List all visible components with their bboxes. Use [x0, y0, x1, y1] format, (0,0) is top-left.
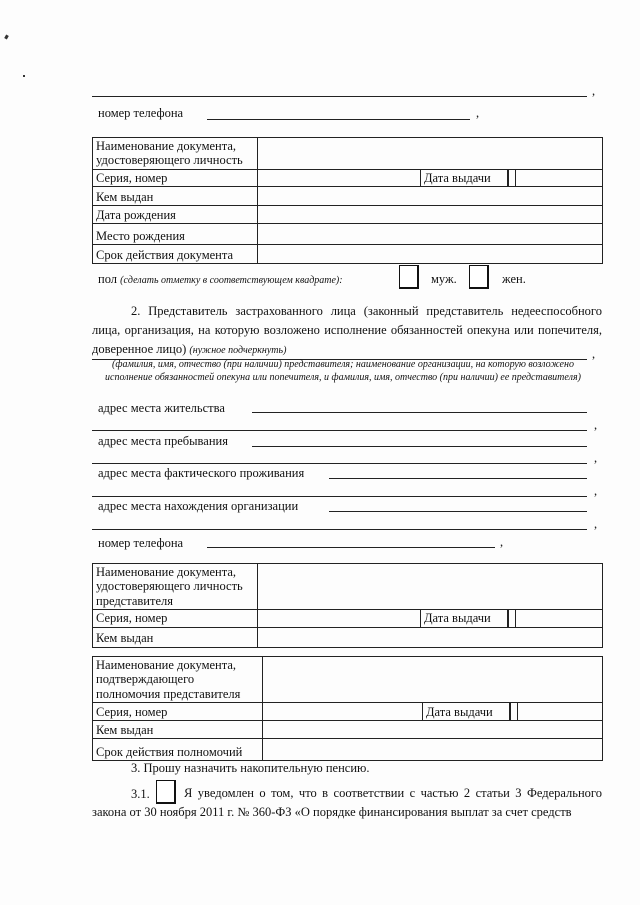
birth-place-label: Место рождения: [93, 224, 258, 245]
section-2-paragraph: [92, 302, 602, 358]
issued-by-label: Кем выдан: [93, 187, 258, 206]
section-2-text: 2. Представитель застрахованного лица (законный представитель недееспособного лица, организация, на которую возложено исполнение обязанностей опекуна или попечителя, доверенное лицо): [92, 304, 602, 356]
org-address-line-2[interactable]: [92, 529, 587, 530]
female-label: жен.: [502, 272, 526, 286]
comma: ,: [592, 84, 596, 98]
section-3-text: 3. Прошу назначить накопительную пенсию.: [131, 761, 370, 775]
validity-field[interactable]: [258, 245, 603, 264]
org-address-label: адрес места нахождения организации: [98, 499, 299, 513]
issue-date-spacer: [508, 169, 516, 186]
auth-doc-name-field[interactable]: [263, 657, 603, 703]
rep-issue-date-label: Дата выдачи: [421, 610, 508, 627]
section-2-hint: (нужное подчеркнуть): [189, 344, 287, 356]
representative-caption: (фамилия, имя, отчество (при наличии) представителя; наименование организации, на которую возложено исполнение обязанностей опекуна или попечителя, и фамилия, имя, отчество (при наличии) ее представителя): [105, 359, 581, 383]
residence-address-label: адрес места жительства: [98, 401, 225, 415]
auth-issue-date-field[interactable]: [518, 703, 603, 721]
rep-issue-date-spacer: [508, 610, 516, 627]
rep-phone-line[interactable]: [207, 547, 495, 548]
comma: ,: [500, 535, 504, 549]
comma: ,: [592, 347, 596, 361]
auth-validity-label: Срок действия полномочий: [93, 739, 263, 761]
rep-doc-name-field[interactable]: [258, 564, 603, 610]
residence-address-line-2[interactable]: [92, 430, 587, 431]
series-number-label: Серия, номер: [93, 169, 258, 186]
gender-hint: (сделать отметку в соответствующем квадрате):: [120, 275, 343, 286]
male-checkbox[interactable]: [399, 265, 419, 289]
female-checkbox[interactable]: [469, 265, 489, 289]
doc-name-label: Наименование документа, удостоверяющего личность: [93, 138, 258, 170]
comma: ,: [476, 106, 480, 120]
auth-doc-name-label: Наименование документа, подтверждающего полномочия представителя: [93, 657, 263, 703]
birth-place-field[interactable]: [258, 224, 603, 245]
rep-doc-name-label: Наименование документа, удостоверяющего личность представителя: [93, 564, 258, 610]
section-3-1-paragraph: Я уведомлен о том, что в соответствии с частью 2 статьи 3 Федерального закона от 30 ноября 2011 г. № 360-ФЗ «О порядке финансирования выплат за счет средств: [92, 786, 602, 819]
birth-date-label: Дата рождения: [93, 206, 258, 224]
phone-label: номер телефона: [98, 106, 184, 120]
gender-label-text: пол: [98, 272, 118, 286]
actual-address-line-2[interactable]: [92, 496, 587, 497]
rep-series-number-field[interactable]: [258, 610, 421, 627]
actual-address-label: адрес места фактического проживания: [98, 466, 305, 480]
auth-series-number-label: Серия, номер: [93, 703, 263, 721]
rep-identity-document-table: [92, 563, 603, 648]
gender-label: [98, 272, 343, 287]
auth-issue-date-spacer: [510, 703, 518, 721]
rep-phone-label: номер телефона: [98, 536, 184, 550]
section-3-1-number: 3.1.: [131, 787, 150, 801]
comma: ,: [594, 517, 598, 531]
issue-date-field[interactable]: [516, 169, 603, 186]
identity-document-table: [92, 137, 603, 264]
stay-address-line[interactable]: [252, 446, 587, 447]
auth-validity-field[interactable]: [263, 739, 603, 761]
stay-address-line-2[interactable]: [92, 463, 587, 464]
rep-issued-by-label: Кем выдан: [93, 627, 258, 647]
authority-document-table: [92, 656, 603, 761]
phone-line[interactable]: [207, 119, 470, 120]
auth-issued-by-field[interactable]: [263, 721, 603, 739]
auth-series-number-field[interactable]: [263, 703, 423, 721]
comma: ,: [594, 451, 598, 465]
birth-date-field[interactable]: [258, 206, 603, 224]
auth-issued-by-label: Кем выдан: [93, 721, 263, 739]
rep-issued-by-field[interactable]: [258, 627, 603, 647]
comma: ,: [594, 418, 598, 432]
org-address-line[interactable]: [329, 511, 587, 512]
issued-by-field[interactable]: [258, 187, 603, 206]
validity-label: Срок действия документа: [93, 245, 258, 264]
series-number-field[interactable]: [258, 169, 421, 186]
issue-date-label: Дата выдачи: [421, 169, 508, 186]
doc-name-field[interactable]: [258, 138, 603, 170]
male-label: муж.: [431, 272, 457, 286]
actual-address-line[interactable]: [329, 478, 587, 479]
auth-issue-date-label: Дата выдачи: [423, 703, 510, 721]
rep-series-number-label: Серия, номер: [93, 610, 258, 627]
rep-issue-date-field[interactable]: [516, 610, 603, 627]
address-line-top[interactable]: [92, 96, 587, 97]
scan-speck: [23, 75, 25, 77]
stay-address-label: адрес места пребывания: [98, 434, 228, 448]
scan-speck: [4, 35, 9, 40]
residence-address-line[interactable]: [252, 412, 587, 413]
comma: ,: [594, 484, 598, 498]
